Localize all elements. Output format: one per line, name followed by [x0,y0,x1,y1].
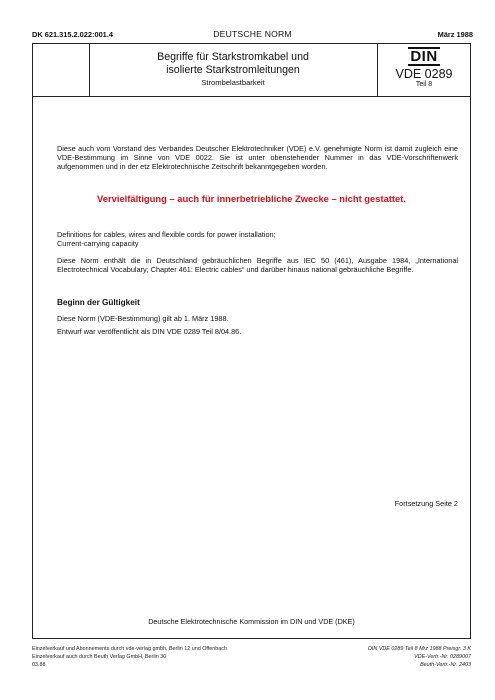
continuation-note: Fortsetzung Seite 2 [394,499,458,508]
english-title-line-1: Definitions for cables, wires and flexible cords for power installation; [57,230,276,239]
title-line-2: isolierte Starkstromleitungen [166,63,300,76]
top-bar [32,30,473,42]
din-cell [377,44,470,96]
footer-left [32,645,227,669]
din-logo: DIN [410,48,438,65]
norm-number: VDE 0289 [395,67,453,81]
validity-text: Diese Norm (VDE-Bestimmung) gilt ab 1. März 1988. [57,314,229,323]
title-line-1: Begriffe für Starkstromkabel und [157,51,309,63]
english-title [57,230,458,248]
commission-name: Deutsche Elektrotechnische Kommission im DIN und VDE (DKE) [148,617,355,626]
document-subtitle: Strombelastbarkeit [201,78,265,87]
english-title-line-2: Current-carrying capacity [57,239,139,248]
footer-left-line-3: 03.88 [32,662,46,668]
footer-left-line-1: Einzelverkauf und Abonnements durch vde-verlag gmbh, Berlin 12 und Offenbach [32,646,227,652]
header-row [33,44,470,97]
footer-right-line-1: DIN VDE 0289 Teil 8 Mrz 1988 Preisgr. 3 K [368,646,471,652]
norm-label: DEUTSCHE NORM [213,29,292,39]
vde-notice: Diese auch vom Vorstand des Verbandes Deutscher Elektrotechniker (VDE) e.V. genehmigte Norm ist damit zugleich eine VDE-Bestimmung im Sinne von VDE 0022. Sie ist unter obenstehender Nummer in das VDE-Vorschriftenwerk aufgenommen und in der etz Elektrotechnische Zeitschrift bekanntgegeben worden. [57,144,458,171]
header-blank-cell [33,44,90,96]
footer-right-line-3: Beuth-Vertr.-Nr. 2403 [420,662,471,668]
document-frame [32,43,471,639]
norm-part: Teil 8 [415,81,433,88]
validity-heading: Beginn der Gültigkeit [57,298,140,307]
document-title [89,51,377,76]
copy-warning: Vervielfältigung – auch für innerbetriebliche Zwecke – nicht gestattet. [97,193,406,204]
draft-text: Entwurf war veröffentlicht als DIN VDE 0289 Teil 8/04.86. [57,327,242,336]
issue-date: März 1988 [437,30,473,39]
classification-number: DK 621.315.2.022:001.4 [32,30,113,39]
footer-left-line-2: Einzelverkauf auch durch Beuth Verlag GmbH, Berlin 30 [32,654,167,660]
footer-right [368,645,471,669]
title-cell [89,44,377,96]
iec-notice: Diese Norm enthält die in Deutschland gebräuchlichen Begriffe aus IEC 50 (461), Ausgabe 1984, „International Electrotechnical Vocabulary; Chapter 461: Electric cables“ und darüber hinaus national gebräuchliche Begriffe. [57,256,458,274]
footer-right-line-2: VDE-Vertr.-Nr. 0289007 [414,654,471,660]
